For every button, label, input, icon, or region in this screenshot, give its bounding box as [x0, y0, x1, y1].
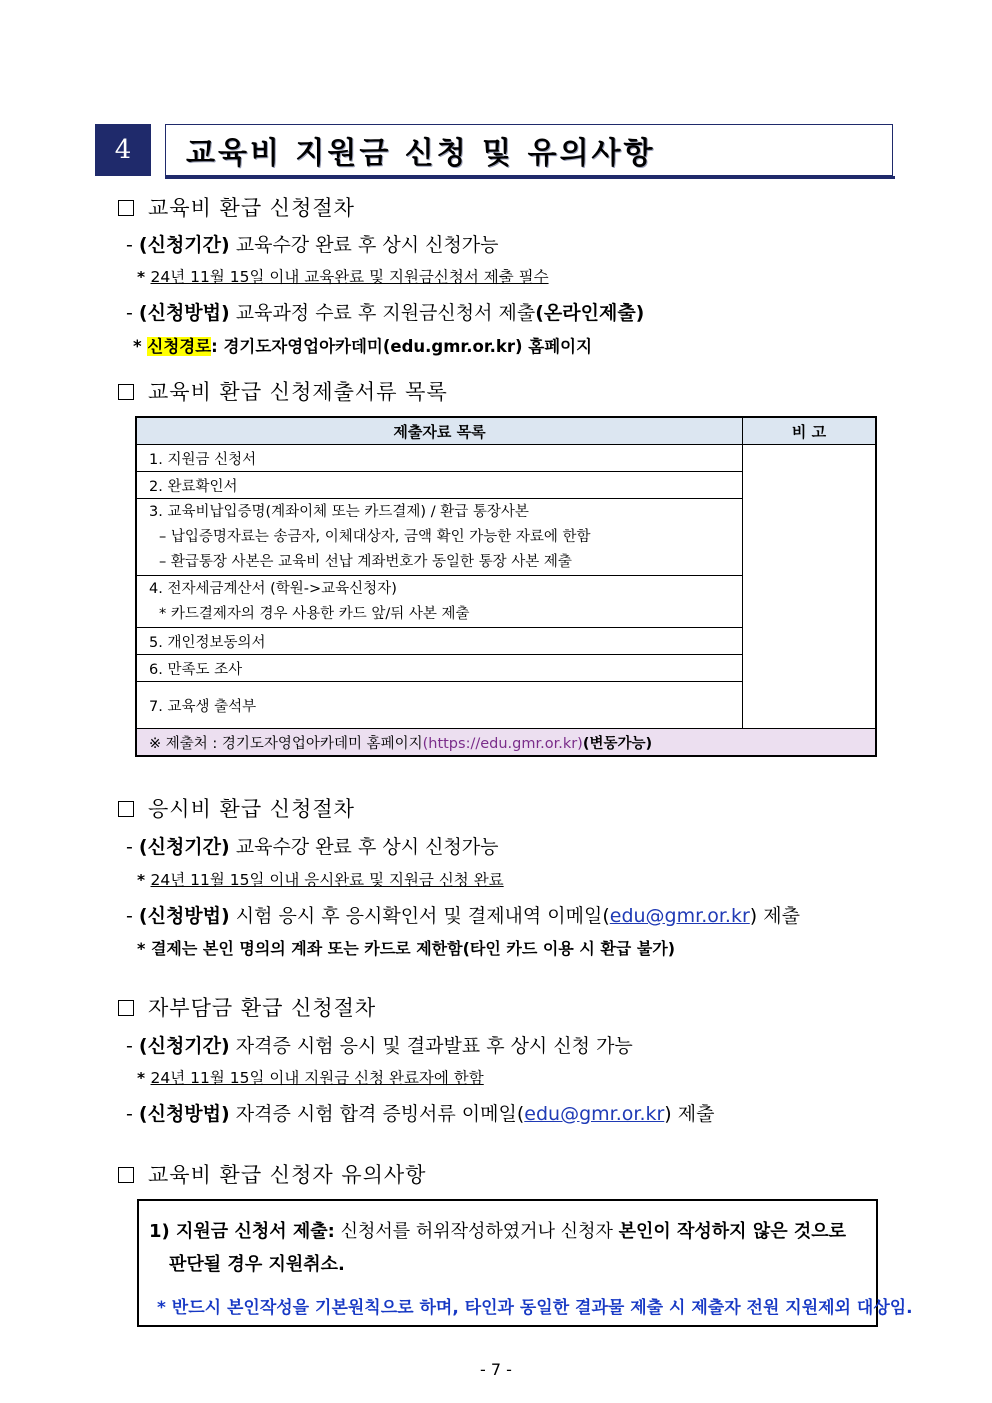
- docs-table: [135, 416, 877, 757]
- exam-period-note: * 24년 11월 15일 이내 응시완료 및 지원금 신청 완료: [137, 871, 504, 889]
- table-cell: 1. 지원금 신청서: [136, 445, 743, 472]
- section-title-underline: [165, 176, 895, 179]
- caution-blue-note: * 반드시 본인작성을 기본원칙으로 하며, 타인과 동일한 결과물 제출 시 제출자 전원 지원제외 대상임.: [157, 1298, 913, 1318]
- table-col-header: 제출자료 목록: [136, 417, 743, 445]
- page-number: - 7 -: [480, 1360, 512, 1379]
- exam-period-line: - (신청기간) 교육수강 완료 후 상시 신청가능: [126, 836, 499, 858]
- table-cell: 4. 전자세금계산서 (학원->교육신청자) * 카드결제자의 경우 사용한 카드 앞/뒤 사본 제출: [136, 576, 743, 628]
- checkbox-square-icon: [118, 384, 134, 400]
- cautions-heading: 교육비 환급 신청자 유의사항: [118, 1159, 426, 1189]
- table-cell: 2. 완료확인서: [136, 472, 743, 499]
- email-link[interactable]: edu@gmr.or.kr: [609, 905, 750, 927]
- checkbox-square-icon: [118, 200, 134, 216]
- docs-list-heading: 교육비 환급 신청제출서류 목록: [118, 376, 448, 406]
- table-header-row: [136, 417, 876, 445]
- route-highlight: 신청경로: [147, 337, 212, 356]
- table-cell: 6. 만족도 조사: [136, 655, 743, 682]
- self-method-line: - (신청방법) 자격증 시험 합격 증빙서류 이메일(edu@gmr.or.kr) 제출: [126, 1103, 715, 1125]
- checkbox-square-icon: [118, 1000, 134, 1016]
- table-cell: 3. 교육비납입증명(계좌이체 또는 카드결제) / 환급 통장사본 – 납입증명자료는 송금자, 이체대상자, 금액 확인 가능한 자료에 한함 – 환급통장 사본은 교육비 선납 계좌번호가 동일한 통장 사본 제출: [136, 499, 743, 576]
- table-footer-row: [136, 729, 876, 757]
- table-cell: 7. 교육생 출석부: [136, 682, 743, 729]
- homepage-url: (https://edu.gmr.or.kr): [422, 735, 583, 752]
- submission-place-cell: ※ 제출처 : 경기도자영업아카데미 홈페이지(https://edu.gmr.or.kr)(변동가능): [136, 729, 876, 757]
- section-number: 4: [95, 124, 151, 176]
- caution-notice-box: [137, 1199, 913, 1327]
- checkbox-square-icon: [118, 801, 134, 817]
- exam-payment-note: * 결제는 본인 명의의 계좌 또는 카드로 제한함(타인 카드 이용 시 환급 불가): [137, 939, 676, 958]
- caution-item-1-line2: 판단될 경우 지원취소.: [169, 1254, 345, 1275]
- self-period-note: * 24년 11월 15일 이내 지원금 신청 완료자에 한함: [137, 1069, 484, 1087]
- table-row: [136, 445, 876, 472]
- section-title-box: [165, 124, 893, 176]
- table-cell: 5. 개인정보동의서: [136, 628, 743, 655]
- remarks-cell: [743, 445, 877, 729]
- self-period-line: - (신청기간) 자격증 시험 응시 및 결과발표 후 상시 신청 가능: [126, 1035, 633, 1057]
- checkbox-square-icon: [118, 1167, 134, 1183]
- self-refund-heading: 자부담금 환급 신청절차: [118, 992, 376, 1022]
- edu-period-note: * 24년 11월 15일 이내 교육완료 및 지원금신청서 제출 필수: [137, 268, 549, 286]
- table-col-header: 비 고: [743, 417, 877, 445]
- edu-refund-heading: 교육비 환급 신청절차: [118, 192, 355, 222]
- exam-refund-heading: 응시비 환급 신청절차: [118, 793, 355, 823]
- caution-item-1: 1) 지원금 신청서 제출: 신청서를 허위작성하였거나 신청자 본인이 작성하지 않은 것으로: [149, 1221, 847, 1242]
- section-title: 교육비 지원금 신청 및 유의사항: [186, 136, 656, 171]
- edu-method-line: - (신청방법) 교육과정 수료 후 지원금신청서 제출(온라인제출): [126, 302, 645, 324]
- email-link[interactable]: edu@gmr.or.kr: [524, 1103, 665, 1125]
- exam-method-line: - (신청방법) 시험 응시 후 응시확인서 및 결제내역 이메일(edu@gmr.or.kr) 제출: [126, 905, 800, 927]
- edu-period-line: - (신청기간) 교육수강 완료 후 상시 신청가능: [126, 234, 499, 256]
- edu-route-note: * 신청경로: 경기도자영업아카데미(edu.gmr.or.kr) 홈페이지: [133, 337, 593, 356]
